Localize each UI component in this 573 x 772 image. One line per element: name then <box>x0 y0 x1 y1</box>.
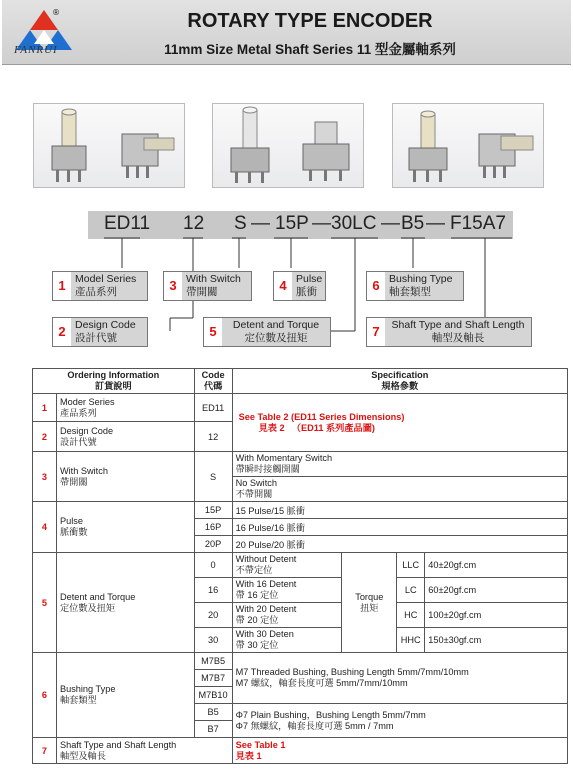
torque-value: 40±20gf.cm <box>425 553 568 578</box>
legend-label-zh: 定位數及扭矩 <box>244 332 308 344</box>
row-spec: With 30 Deten 帶 30 定位 <box>232 628 342 653</box>
legend-label-en: Model Series <box>75 273 137 285</box>
code-dash: — <box>251 213 270 234</box>
torque-code: HC <box>397 603 425 628</box>
row-label: Moder Series 產品系列 <box>56 394 194 422</box>
row-code: 16P <box>194 519 232 536</box>
table-row <box>33 653 568 670</box>
table-header-row <box>33 369 568 394</box>
row-spec: 16 Pulse/16 脈衝 <box>232 519 567 536</box>
code-part-switch: S <box>234 213 247 234</box>
legend-model-series <box>52 271 148 301</box>
registered-mark: ® <box>52 8 60 17</box>
table-row <box>33 502 568 519</box>
row-code: 0 <box>194 553 232 578</box>
row-code: M7B5 <box>194 653 232 670</box>
code-part-model: ED11 <box>104 213 151 234</box>
legend-number: 6 <box>372 278 380 293</box>
row-code: B7 <box>194 721 232 738</box>
legend-label-en: Detent and Torque <box>232 319 320 331</box>
legend-number: 5 <box>209 324 217 339</box>
torque-value: 100±20gf.cm <box>425 603 568 628</box>
legend-label-zh: 帶開關 <box>186 286 218 298</box>
row-number: 6 <box>33 653 57 738</box>
row-spec: See Table 2 (ED11 Series Dimensions) 見表 2 （ED11 系列產品圖) <box>232 394 567 452</box>
row-spec: M7 Threaded Bushing, Bushing Length 5mm/7mm/10mm M7 螺紋，軸套長度可選 5mm/7mm/10mm <box>232 653 567 704</box>
legend-shaft-type <box>366 317 532 347</box>
row-spec: No Switch 不帶開關 <box>232 477 567 502</box>
row-spec: With Momentary Switch 帶瞬时接觸開關 <box>232 452 567 477</box>
row-number: 5 <box>33 553 57 653</box>
row-spec: With 16 Detent 帶 16 定位 <box>232 578 342 603</box>
torque-code: LLC <box>397 553 425 578</box>
row-spec: 20 Pulse/20 脈衝 <box>232 536 567 553</box>
table-row <box>33 738 568 764</box>
legend-number: 2 <box>58 324 66 339</box>
row-label: Bushing Type 軸套類型 <box>56 653 194 738</box>
header-ordering-info: Ordering Information 訂貨說明 <box>33 369 195 394</box>
row-spec: 15 Pulse/15 脈衝 <box>232 502 567 519</box>
row-label: Detent and Torque 定位數及扭矩 <box>56 553 194 653</box>
row-spec: See Table 1 見表 1 <box>232 738 567 764</box>
torque-code: HHC <box>397 628 425 653</box>
row-number: 4 <box>33 502 57 553</box>
page-title: ROTARY TYPE ENCODER <box>187 10 433 32</box>
row-code: S <box>194 452 232 502</box>
row-number: 2 <box>33 422 57 452</box>
row-code: 12 <box>194 422 232 452</box>
header-code: Code 代碼 <box>194 369 232 394</box>
legend-label-en: Pulse <box>296 273 323 285</box>
row-label: With Switch 帶開關 <box>56 452 194 502</box>
torque-code: LC <box>397 578 425 603</box>
row-label: Pulse 脈衝數 <box>56 502 194 553</box>
torque-value: 150±30gf.cm <box>425 628 568 653</box>
row-code: M7B10 <box>194 687 232 704</box>
row-spec: With 20 Detent 帶 20 定位 <box>232 603 342 628</box>
row-code: 15P <box>194 502 232 519</box>
row-spec: Φ7 Plain Bushing，Bushing Length 5mm/7mm Φ7 無螺紋，軸套長度可選 5mm / 7mm <box>232 704 567 738</box>
ordering-table <box>32 368 568 764</box>
legend-label-en: Shaft Type and Shaft Length <box>391 319 525 331</box>
code-dash: — <box>426 213 445 234</box>
code-dash: — <box>381 213 400 234</box>
legend-number: 4 <box>279 278 287 293</box>
legend-number: 3 <box>169 278 177 293</box>
row-code: 20 <box>194 603 232 628</box>
legend-design-code <box>52 317 148 347</box>
legend-label-zh: 軸套類型 <box>389 286 431 298</box>
row-label: Shaft Type and Shaft Length 軸型及軸長 <box>56 738 232 764</box>
row-code: 20P <box>194 536 232 553</box>
legend-label-en: Design Code <box>75 319 136 331</box>
legend-label-zh: 脈衝 <box>296 286 317 298</box>
legend-label-en: With Switch <box>186 273 241 285</box>
row-code: ED11 <box>194 394 232 422</box>
brand-name: FANRUI <box>14 44 58 56</box>
row-label: Design Code 設計代號 <box>56 422 194 452</box>
code-dash: — <box>312 213 331 234</box>
legend-number: 1 <box>58 278 66 293</box>
legend-detent-torque <box>203 317 331 347</box>
legend-with-switch <box>163 271 252 301</box>
header-specification: Specification 規格參數 <box>232 369 567 394</box>
product-photo-1 <box>33 103 185 188</box>
code-part-design: 12 <box>183 213 205 234</box>
row-spec: Without Detent 不帶定位 <box>232 553 342 578</box>
code-part-detent-torque: 30LC <box>331 213 377 234</box>
row-code: M7B7 <box>194 670 232 687</box>
legend-number: 7 <box>372 324 380 339</box>
legend-label-zh: 產品系列 <box>75 286 117 298</box>
page-subtitle: 11mm Size Metal Shaft Series 11 型金屬軸系列 <box>164 42 456 57</box>
row-code: B5 <box>194 704 232 721</box>
legend-pulse <box>273 271 326 301</box>
product-photo-2 <box>212 103 364 188</box>
row-code: 30 <box>194 628 232 653</box>
torque-label: Torque 扭矩 <box>342 553 397 653</box>
legend-label-en: Bushing Type <box>389 273 453 285</box>
code-part-bushing: B5 <box>401 213 425 234</box>
table-row <box>33 553 568 578</box>
code-part-pulse: 15P <box>275 213 309 234</box>
legend-label-zh: 設計代號 <box>75 332 117 344</box>
legend-label-zh: 軸型及軸長 <box>431 332 485 344</box>
row-number: 7 <box>33 738 57 764</box>
table-row <box>33 452 568 477</box>
row-number: 1 <box>33 394 57 422</box>
table-row <box>33 394 568 422</box>
ordering-code-bar <box>88 211 513 239</box>
legend-bushing-type <box>366 271 464 301</box>
row-number: 3 <box>33 452 57 502</box>
torque-value: 60±20gf.cm <box>425 578 568 603</box>
product-photo-3 <box>392 103 544 188</box>
row-code: 16 <box>194 578 232 603</box>
code-part-shaft: F15A7 <box>450 213 506 234</box>
